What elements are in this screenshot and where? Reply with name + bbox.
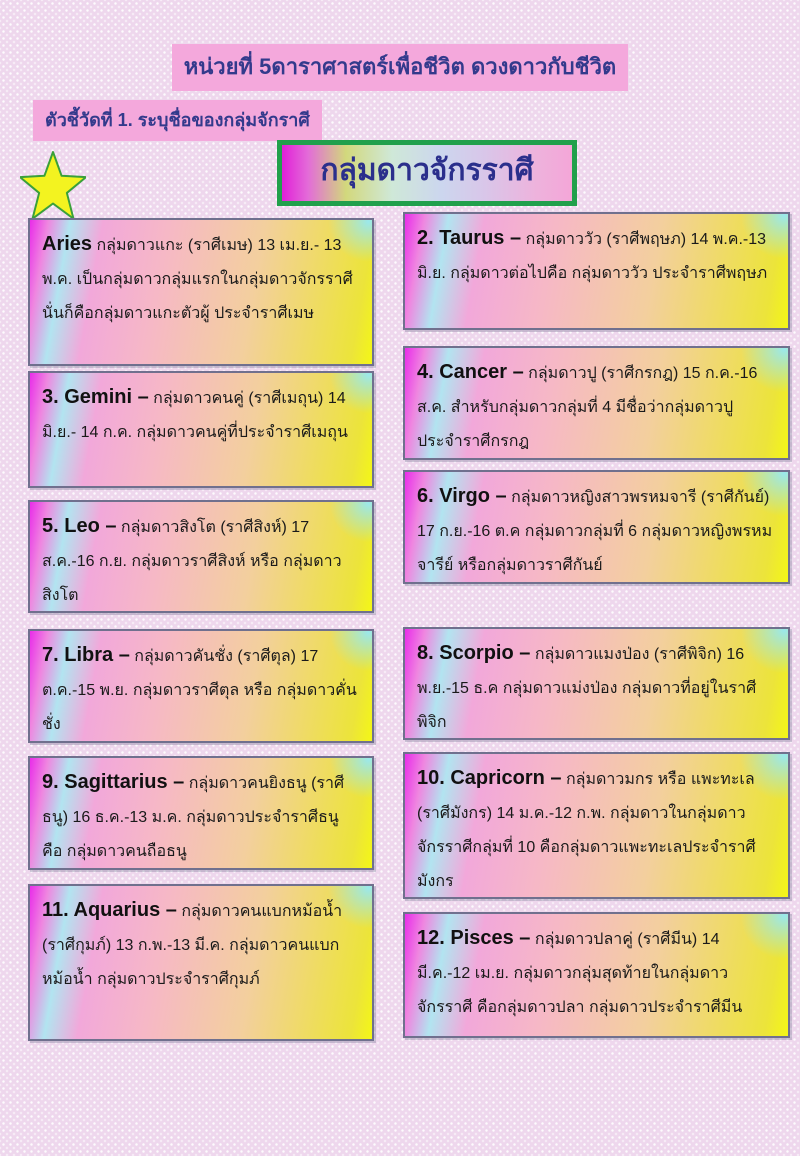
zodiac-description: กลุ่มดาวคนคู่ (ราศีเมถุน) 14 มิ.ย.- 14 ก.ค. กลุ่มดาวคนคู่ที่ประจำราศีเมถุน <box>42 390 348 441</box>
zodiac-description: กลุ่มดาวคันชั่ง (ราศีตุล) 17 ต.ค.-15 พ.ย. กลุ่มดาวราศีตุล หรือ กลุ่มดาวคั่นชั่ง <box>42 648 357 733</box>
zodiac-description: กลุ่มดาวแมงป่อง (ราศีพิจิก) 16 พ.ย.-15 ธ.ค กลุ่มดาวแม่งป่อง กลุ่มดาวที่อยู่ในราศีพิจิก <box>417 646 757 731</box>
zodiac-name: 11. Aquarius – <box>42 899 177 921</box>
zodiac-name: 4. Cancer – <box>417 361 524 383</box>
topic-header-box <box>277 140 577 206</box>
zodiac-box-pisces <box>403 912 790 1038</box>
zodiac-box-sagittarius <box>28 756 374 870</box>
zodiac-description: กลุ่มดาววัว (ราศีพฤษภ) 14 พ.ค.-13 มิ.ย. กลุ่มดาวต่อไปคือ กลุ่มดาววัว ประจำราศีพฤษภ <box>417 231 768 282</box>
zodiac-name: 8. Scorpio – <box>417 642 531 664</box>
zodiac-name: 6. Virgo – <box>417 485 507 507</box>
zodiac-box-cancer <box>403 346 790 460</box>
zodiac-description: กลุ่มดาวหญิงสาวพรหมจารี (ราศีกันย์) 17 ก.ย.-16 ต.ค กลุ่มดาวกลุ่มที่ 6 กลุ่มดาวหญิงพรหมจารีย์ หรือกลุ่มดาวราศีกันย์ <box>417 489 773 574</box>
zodiac-name: 9. Sagittarius – <box>42 771 185 793</box>
zodiac-name: 12. Pisces – <box>417 927 531 949</box>
zodiac-name: 3. Gemini – <box>42 386 149 408</box>
zodiac-description: กลุ่มดาวคนแบกหม้อน้ำ (ราศีกุมภ์) 13 ก.พ.-13 มี.ค. กลุ่มดาวคนแบกหม้อน้ำ กลุ่มดาวประจำราศีกุมภ์ <box>42 903 343 988</box>
topic-title: กลุ่มดาวจักรราศี <box>320 154 534 187</box>
zodiac-description: กลุ่มดาวแกะ (ราศีเมษ) 13 เม.ย.- 13 พ.ค. เป็นกลุ่มดาวกลุ่มแรกในกลุ่มดาวจักรราศี นั่นก็คือกลุ่มดาวแกะตัวผู้ ประจำราศีเมษ <box>42 237 353 322</box>
indicator-row <box>33 100 322 141</box>
zodiac-box-leo <box>28 500 374 613</box>
zodiac-description: กลุ่มดาวมกร หรือ แพะทะเล (ราศีมังกร) 14 ม.ค.-12 ก.พ. กลุ่มดาวในกลุ่มดาวจักรราศีกลุ่มที่ 10 คือกลุ่มดาวแพะทะเลประจำราศีมังกร <box>417 771 756 890</box>
zodiac-box-taurus <box>403 212 790 330</box>
zodiac-description: กลุ่มดาวสิงโต (ราศีสิงห์) 17 ส.ค.-16 ก.ย. กลุ่มดาวราศีสิงห์ หรือ กลุ่มดาวสิงโต <box>42 519 342 604</box>
zodiac-name: 5. Leo – <box>42 515 117 537</box>
zodiac-box-gemini <box>28 371 374 488</box>
zodiac-box-aries <box>28 218 374 366</box>
zodiac-name: Aries <box>42 233 93 255</box>
zodiac-box-capricorn <box>403 752 790 899</box>
unit-title-row <box>0 44 800 91</box>
zodiac-box-virgo <box>403 470 790 584</box>
indicator-text: ตัวชี้วัดที่ 1. ระบุชื่อของกลุ่มจักราศี <box>33 100 322 141</box>
zodiac-name: 10. Capricorn – <box>417 767 562 789</box>
zodiac-description: กลุ่มดาวปู (ราศีกรกฎ) 15 ก.ค.-16 ส.ค. สำหรับกลุ่มดาวกลุ่มที่ 4 มีชื่อว่ากลุ่มดาวปูประจำราศีกรกฎ <box>417 365 758 450</box>
zodiac-name: 2. Taurus – <box>417 227 522 249</box>
zodiac-name: 7. Libra – <box>42 644 130 666</box>
zodiac-box-scorpio <box>403 627 790 740</box>
unit-title: หน่วยที่ 5ดาราศาสตร์เพื่อชีวิต ดวงดาวกับชีวิต <box>172 44 628 91</box>
zodiac-description: กลุ่มดาวคนยิงธนู (ราศีธนู) 16 ธ.ค.-13 ม.ค. กลุ่มดาวประจำราศีธนู คือ กลุ่มดาวคนถือธนู <box>42 775 345 860</box>
zodiac-box-aquarius <box>28 884 374 1041</box>
zodiac-box-libra <box>28 629 374 743</box>
zodiac-description: กลุ่มดาวปลาคู่ (ราศีมีน) 14 มี.ค.-12 เม.ย. กลุ่มดาวกลุ่มสุดท้ายในกลุ่มดาวจักรราศี คือกลุ่มดาวปลา กลุ่มดาวประจำราศีมีน <box>417 931 743 1016</box>
star-icon <box>20 148 86 226</box>
